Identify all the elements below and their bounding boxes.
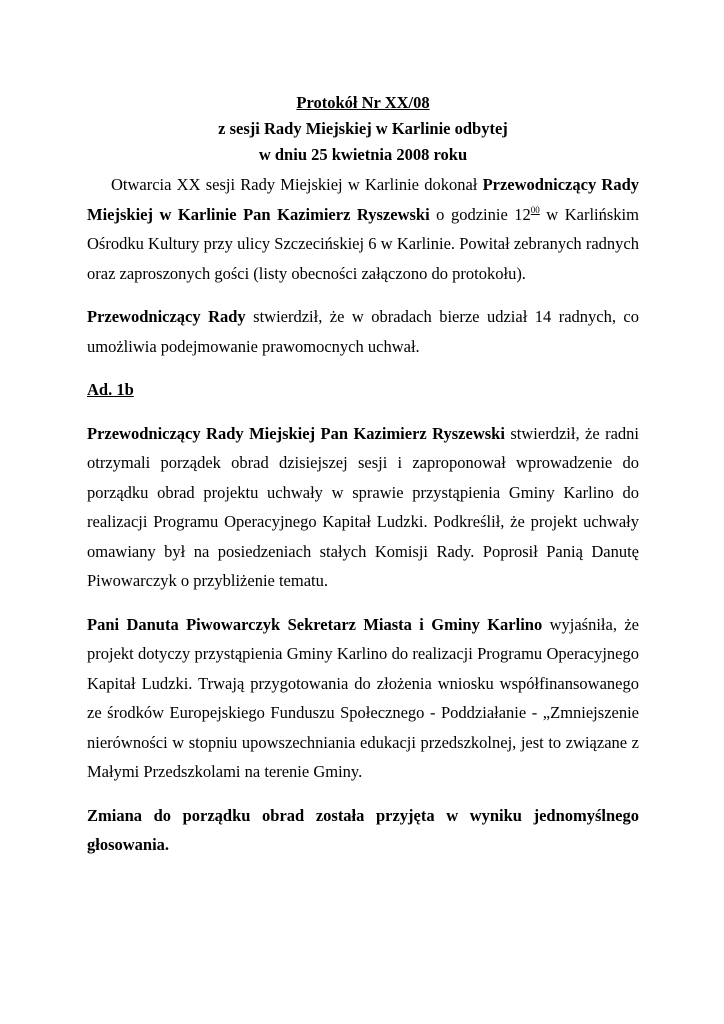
secretary-text: wyjaśniła, że projekt dotyczy przystąpienia Gminy Karlino do realizacji Programu Operacyjnego Kapitał Ludzki. Trwają przygotowania do złożenia wniosku współfinansowanego ze środków Europejskiego Funduszu Społecznego - Poddziałanie - „Zmniejszenie nierówności w stopniu upowszechniania edukacji przedszkolnej, jest to związane z Małymi Przedszkolami na terenie Gminy.: [87, 614, 639, 781]
opening-time-text: o godzinie 12: [429, 204, 531, 224]
time-minutes: 00: [530, 204, 540, 215]
secretary-speaker: Pani Danuta Piwowarczyk Sekretarz Miasta i Gminy Karlino: [87, 614, 543, 634]
opening-location-text: w Karlińskim Ośrodku Kultury przy ulicy Szczecińskiej 6 w Karlinie. Powitał zebranych radnych oraz zaproszonych gości (listy obecności załączono do protokołu).: [87, 204, 639, 283]
opening-paragraph: [87, 170, 639, 288]
protocol-title: Protokół Nr XX/08: [296, 93, 430, 112]
section-heading: Ad. 1b: [87, 380, 134, 399]
document-header: [87, 90, 639, 168]
session-date: w dniu 25 kwietnia 2008 roku: [258, 145, 468, 164]
chairman-name: Przewodniczący Rady Miejskiej w Karlinie Pan Kazimierz Ryszewski: [87, 175, 639, 224]
session-subtitle: z sesji Rady Miejskiej w Karlinie odbytej: [218, 119, 508, 138]
opening-text: Otwarcia XX sesji Rady Miejskiej w Karlinie dokonał: [111, 175, 483, 194]
agenda-text: stwierdził, że radni otrzymali porządek obrad dzisiejszej sesji i zaproponował wprowadzenie do porządku obrad projektu uchwały w sprawie przystąpienia Gminy Karlino do realizacji Programu Operacyjnego Kapitał Ludzki. Podkreślił, że projekt uchwały omawiany był na posiedzeniach stałych Komisji Rady. Poprosił Panią Danutę Piwowarczyk o przybliżenie tematu.: [87, 423, 639, 590]
agenda-speaker: Przewodniczący Rady Miejskiej Pan Kazimierz Ryszewski: [87, 423, 505, 443]
quorum-paragraph: [87, 302, 639, 361]
secretary-paragraph: [87, 610, 639, 787]
vote-conclusion: Zmiana do porządku obrad została przyjęta w wyniku jednomyślnego głosowania.: [87, 805, 639, 854]
agenda-paragraph: [87, 419, 639, 596]
document-page: [87, 90, 639, 860]
quorum-text: stwierdził, że w obradach bierze udział 14 radnych, co umożliwia podejmowanie prawomocnych uchwał.: [87, 307, 639, 356]
quorum-speaker: Przewodniczący Rady: [87, 307, 246, 326]
